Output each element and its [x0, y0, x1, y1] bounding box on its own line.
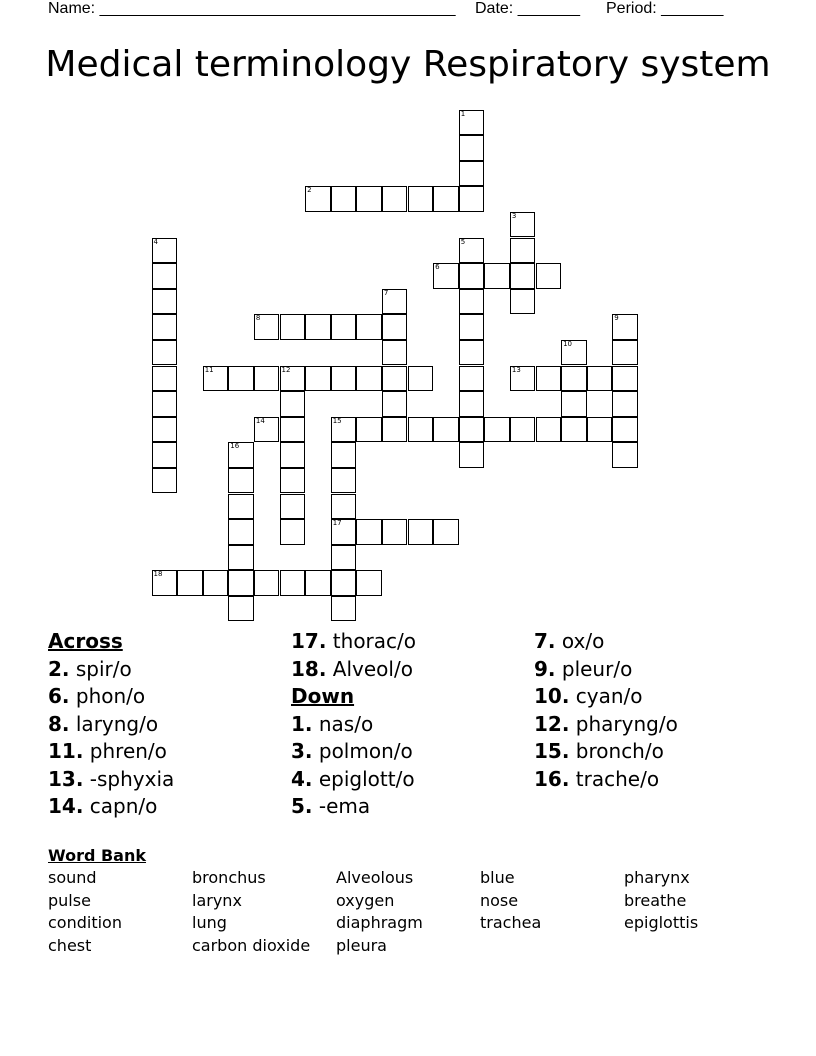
clue-down-9: 9. pleur/o — [534, 656, 633, 681]
grid-cell[interactable] — [152, 289, 178, 315]
grid-cell[interactable] — [356, 519, 382, 545]
grid-cell[interactable] — [587, 366, 613, 392]
grid-cell[interactable] — [459, 366, 485, 392]
word-bank-item: pleura — [336, 936, 387, 955]
grid-cell[interactable] — [331, 442, 357, 468]
grid-cell[interactable] — [561, 340, 587, 366]
cell-number: 6 — [435, 263, 440, 272]
grid-cell[interactable] — [228, 570, 254, 596]
grid-cell[interactable] — [459, 391, 485, 417]
grid-cell[interactable] — [331, 366, 357, 392]
clue-across-8: 8. laryng/o — [48, 711, 159, 736]
grid-cell[interactable] — [228, 545, 254, 571]
grid-cell[interactable] — [305, 570, 331, 596]
grid-cell[interactable] — [305, 186, 331, 212]
grid-cell[interactable] — [356, 417, 382, 443]
grid-cell[interactable] — [203, 366, 229, 392]
name-field[interactable]: Name: ________________________________________ — [48, 0, 456, 17]
cell-number: 13 — [511, 365, 521, 374]
clue-across-2: 2. spir/o — [48, 656, 132, 681]
grid-cell[interactable] — [382, 519, 408, 545]
cell-number: 4 — [153, 237, 158, 246]
grid-cell[interactable] — [382, 340, 408, 366]
grid-cell[interactable] — [587, 417, 613, 443]
word-bank-item: Alveolous — [336, 868, 414, 887]
grid-cell[interactable] — [280, 314, 306, 340]
grid-cell[interactable] — [561, 366, 587, 392]
word-bank-item: epiglottis — [624, 913, 699, 932]
clues-column-2 — [291, 628, 531, 821]
grid-cell[interactable] — [459, 314, 485, 340]
clue-across-18: 18. Alveol/o — [291, 656, 413, 681]
grid-cell[interactable] — [305, 366, 331, 392]
clues-column-3 — [534, 628, 774, 793]
word-bank-item: bronchus — [192, 868, 266, 887]
clue-across-6: 6. phon/o — [48, 684, 146, 708]
clue-down-16: 16. trache/o — [534, 766, 660, 791]
grid-cell[interactable] — [382, 314, 408, 340]
cell-number: 9 — [614, 314, 619, 323]
grid-cell[interactable] — [331, 570, 357, 596]
grid-cell[interactable] — [510, 289, 536, 315]
grid-cell[interactable] — [177, 570, 203, 596]
grid-cell[interactable] — [459, 135, 485, 161]
grid-cell[interactable] — [331, 519, 357, 545]
clue-across-14: 14. capn/o — [48, 794, 158, 818]
grid-cell[interactable] — [228, 366, 254, 392]
grid-cell[interactable] — [152, 468, 178, 494]
grid-cell[interactable] — [459, 442, 485, 468]
word-bank-item: pharynx — [624, 868, 690, 887]
grid-cell[interactable] — [254, 417, 280, 443]
grid-cell[interactable] — [331, 596, 357, 622]
cell-number: 16 — [230, 442, 240, 451]
grid-cell[interactable] — [152, 263, 178, 289]
word-bank-item: pulse — [48, 891, 91, 910]
word-bank-item: oxygen — [336, 891, 395, 910]
grid-cell[interactable] — [331, 417, 357, 443]
grid-cell[interactable] — [382, 289, 408, 315]
word-bank-item: carbon dioxide — [192, 936, 311, 955]
cell-number: 18 — [153, 570, 163, 579]
grid-cell[interactable] — [280, 570, 306, 596]
grid-cell[interactable] — [433, 263, 459, 289]
grid-cell[interactable] — [228, 596, 254, 622]
grid-cell[interactable] — [612, 314, 638, 340]
grid-cell[interactable] — [152, 366, 178, 392]
grid-cell[interactable] — [408, 186, 434, 212]
cell-number: 5 — [460, 237, 466, 246]
clue-across-11: 11. phren/o — [48, 739, 167, 763]
grid-cell[interactable] — [280, 494, 306, 520]
grid-cell[interactable] — [152, 391, 178, 417]
grid-cell[interactable] — [612, 366, 638, 392]
grid-cell[interactable] — [254, 366, 280, 392]
date-field[interactable]: Date: _______ — [475, 0, 580, 17]
grid-cell[interactable] — [510, 212, 536, 238]
grid-cell[interactable] — [510, 263, 536, 289]
grid-cell[interactable] — [459, 263, 485, 289]
grid-cell[interactable] — [433, 186, 459, 212]
grid-cell[interactable] — [254, 314, 280, 340]
grid-cell[interactable] — [536, 417, 562, 443]
cell-number: 11 — [204, 365, 214, 374]
page-title: Medical terminology Respiratory system — [45, 44, 771, 85]
grid-cell[interactable] — [254, 570, 280, 596]
clue-down-5: 5. -ema — [291, 794, 371, 818]
word-bank-item: nose — [480, 891, 519, 910]
grid-cell[interactable] — [152, 238, 178, 264]
grid-cell[interactable] — [280, 366, 306, 392]
word-bank-item: blue — [480, 868, 515, 887]
grid-cell[interactable] — [280, 417, 306, 443]
clue-across-17: 17. thorac/o — [291, 629, 416, 653]
grid-cell[interactable] — [331, 494, 357, 520]
grid-cell[interactable] — [408, 519, 434, 545]
grid-cell[interactable] — [331, 186, 357, 212]
across-heading: Across — [48, 629, 123, 653]
grid-cell[interactable] — [561, 417, 587, 443]
grid-cell[interactable] — [382, 366, 408, 392]
grid-cell[interactable] — [459, 340, 485, 366]
grid-cell[interactable] — [459, 186, 485, 212]
grid-cell[interactable] — [408, 366, 434, 392]
word-bank-item: trachea — [480, 913, 542, 932]
word-bank-item: sound — [48, 868, 97, 887]
grid-cell[interactable] — [408, 417, 434, 443]
clue-down-10: 10. cyan/o — [534, 684, 643, 708]
grid-cell[interactable] — [612, 391, 638, 417]
grid-cell[interactable] — [305, 314, 331, 340]
clue-across-13: 13. -sphyxia — [48, 766, 175, 791]
grid-cell[interactable] — [152, 570, 178, 596]
cell-number: 2 — [307, 186, 312, 195]
grid-cell[interactable] — [228, 442, 254, 468]
grid-cell[interactable] — [561, 391, 587, 417]
cell-number: 15 — [332, 416, 342, 425]
grid-cell[interactable] — [382, 417, 408, 443]
grid-cell[interactable] — [459, 417, 485, 443]
grid-cell[interactable] — [228, 519, 254, 545]
grid-cell[interactable] — [331, 545, 357, 571]
cell-number: 14 — [255, 416, 265, 425]
grid-cell[interactable] — [152, 417, 178, 443]
grid-cell[interactable] — [459, 238, 485, 264]
grid-cell[interactable] — [433, 519, 459, 545]
word-bank-item: breathe — [624, 891, 687, 910]
grid-cell[interactable] — [536, 366, 562, 392]
cell-number: 8 — [255, 314, 261, 323]
grid-cell[interactable] — [612, 442, 638, 468]
grid-cell[interactable] — [459, 110, 485, 136]
cell-number: 3 — [511, 211, 517, 220]
grid-cell[interactable] — [331, 314, 357, 340]
grid-cell[interactable] — [484, 417, 510, 443]
grid-cell[interactable] — [484, 263, 510, 289]
grid-cell[interactable] — [382, 391, 408, 417]
clue-down-15: 15. bronch/o — [534, 739, 664, 763]
cell-number: 1 — [460, 109, 466, 118]
grid-cell[interactable] — [280, 468, 306, 494]
word-bank-item: diaphragm — [336, 913, 423, 932]
word-bank-item: condition — [48, 913, 122, 932]
cell-number: 12 — [281, 365, 291, 374]
grid-cell[interactable] — [612, 340, 638, 366]
word-bank-item: larynx — [192, 891, 242, 910]
clue-down-7: 7. ox/o — [534, 629, 605, 653]
grid-cell[interactable] — [152, 314, 178, 340]
grid-cell[interactable] — [612, 417, 638, 443]
cell-number: 17 — [332, 519, 342, 528]
grid-cell[interactable] — [356, 366, 382, 392]
grid-cell[interactable] — [459, 289, 485, 315]
grid-cell[interactable] — [433, 417, 459, 443]
grid-cell[interactable] — [203, 570, 229, 596]
cell-number: 10 — [563, 339, 573, 348]
grid-cell[interactable] — [152, 442, 178, 468]
grid-cell[interactable] — [510, 238, 536, 264]
period-field[interactable]: Period: _______ — [606, 0, 724, 17]
grid-cell[interactable] — [331, 468, 357, 494]
grid-cell[interactable] — [382, 186, 408, 212]
grid-cell[interactable] — [536, 263, 562, 289]
cell-number: 7 — [383, 288, 389, 297]
grid-cell[interactable] — [510, 366, 536, 392]
word-bank-item: chest — [48, 936, 92, 955]
grid-cell[interactable] — [356, 186, 382, 212]
word-bank-title: Word Bank — [48, 846, 147, 865]
grid-cell[interactable] — [510, 417, 536, 443]
grid-cell[interactable] — [152, 340, 178, 366]
grid-cell[interactable] — [356, 570, 382, 596]
clue-down-1: 1. nas/o — [291, 711, 374, 736]
clue-down-3: 3. polmon/o — [291, 739, 413, 763]
grid-cell[interactable] — [280, 391, 306, 417]
clue-down-12: 12. pharyng/o — [534, 711, 678, 736]
word-bank-item: lung — [192, 913, 227, 932]
grid-cell[interactable] — [356, 314, 382, 340]
grid-cell[interactable] — [459, 161, 485, 187]
clues-column-1 — [48, 628, 288, 821]
grid-cell[interactable] — [280, 519, 306, 545]
grid-cell[interactable] — [228, 468, 254, 494]
down-heading: Down — [291, 684, 355, 708]
grid-cell[interactable] — [280, 442, 306, 468]
clue-down-4: 4. epiglott/o — [291, 766, 415, 791]
grid-cell[interactable] — [228, 494, 254, 520]
